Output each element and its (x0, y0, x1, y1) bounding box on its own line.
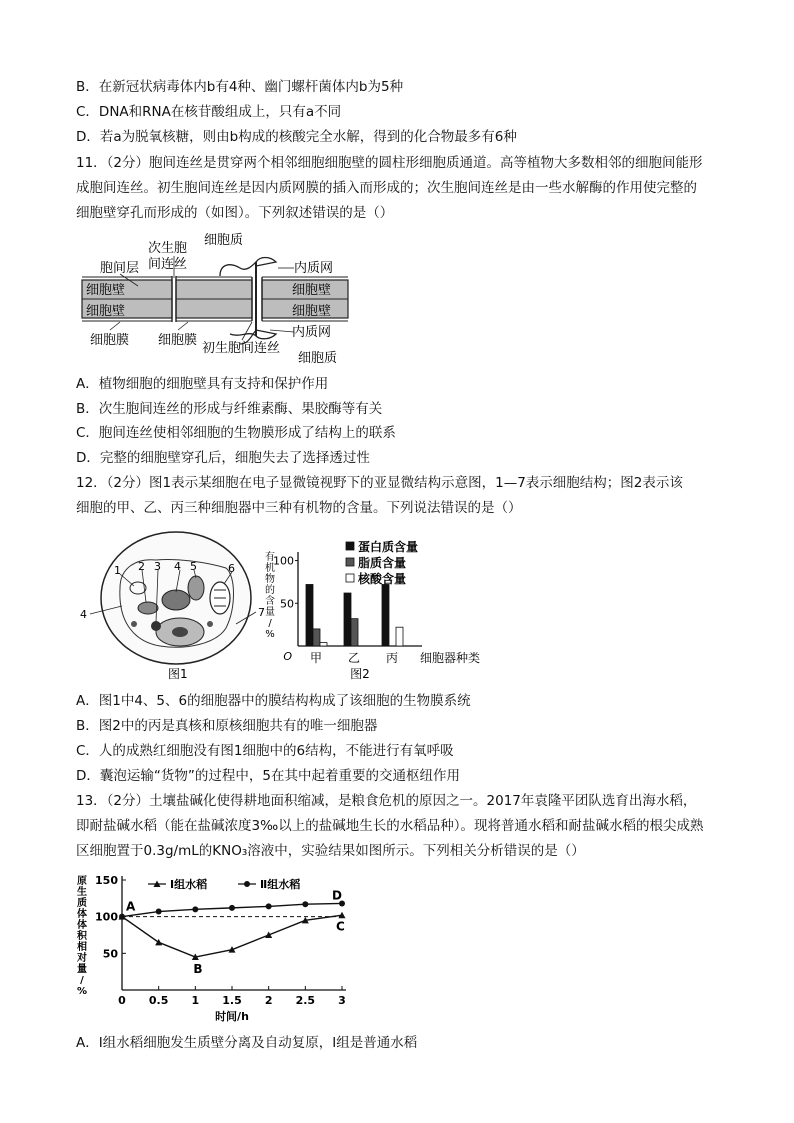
y-axis-label-char: 相 (77, 942, 87, 953)
q11-option-a: A．植物细胞的细胞壁具有支持和保护作用 (76, 376, 329, 392)
bar-0-2 (320, 643, 327, 646)
q13-option-a: A．Ⅰ组水稻细胞发生质壁分离及自动复原，Ⅰ组是普通水稻 (76, 1035, 418, 1051)
point-label-B: B (193, 962, 203, 976)
legend-label: 核酸含量 (358, 572, 407, 586)
y-tick-label: 50 (280, 597, 294, 611)
q10-option-b: B．在新冠状病毒体内b有4种、幽门螺杆菌体内b为5种 (76, 79, 404, 95)
x-tick-label: 2 (264, 994, 273, 1007)
fig1-num-4: 4 (174, 560, 181, 573)
q12-stem-line-1: 12．（2分）图1表示某细胞在电子显微镜视野下的亚显微结构示意图，1—7表示细胞结构；图2表示该 (76, 475, 683, 491)
y-axis-label-char: / (80, 975, 84, 986)
label-membrane-left: 细胞膜 (90, 333, 130, 348)
bar-1-0 (344, 593, 351, 646)
fig1-caption: 图1 (168, 667, 188, 681)
q11-stem-line-3: 细胞壁穿孔而形成的（如图）。下列叙述错误的是（） (76, 205, 394, 221)
q11-stem-line-1: 11．（2分）胞间连丝是贯穿两个相邻细胞细胞壁的圆柱形细胞质通道。高等植物大多数相邻的细胞间能形 (76, 155, 703, 171)
y-axis-label-char: 量 (265, 607, 275, 618)
y-tick-label: 100 (273, 554, 294, 568)
bar-0-1 (313, 629, 320, 646)
label-wall-right-2: 细胞壁 (292, 304, 332, 319)
x-tick-label: 0 (118, 994, 126, 1007)
label-middle-lamella: 胞间层 (100, 261, 140, 276)
q11-option-c: C．胞间连丝使相邻细胞的生物膜形成了结构上的联系 (76, 425, 396, 441)
x-tick-label: 丙 (385, 651, 399, 665)
y-axis-label-char: 量 (77, 964, 87, 975)
x-tick-label: 1.5 (222, 994, 242, 1007)
y-axis-label-char: 原 (77, 876, 87, 887)
y-axis-label-char: / (268, 618, 272, 629)
fig1-num-4-left: 4 (80, 608, 87, 621)
legend-swatch (346, 558, 354, 566)
q12-option-d: D．囊泡运输“货物”的过程中，5在其中起着重要的交通枢纽作用 (76, 768, 460, 784)
protoplast-volume-line-chart (70, 868, 370, 1028)
x-axis-label: 时间/h (215, 1010, 249, 1023)
y-axis-label-char: 的 (265, 585, 275, 596)
y-axis-label-char: 含 (265, 596, 275, 607)
point-label-A: A (126, 899, 136, 914)
fig1-num-3: 3 (154, 560, 161, 573)
q11-stem-line-2: 成胞间连丝。初生胞间连丝是因内质网膜的插入而形成的；次生胞间连丝是由一些水解酶的作用使完整的 (76, 180, 697, 196)
point-label-D: D (332, 888, 342, 903)
y-axis-label-char: 生 (77, 887, 87, 898)
q10-option-d: D．若a为脱氧核糖，则由b构成的核酸完全水解，得到的化合物最多有6种 (76, 129, 517, 145)
plasmodesmata-figure (80, 226, 370, 374)
fig1-num-1: 1 (114, 564, 121, 577)
point-1-5 (302, 901, 308, 907)
y-axis-label-char: 有 (265, 552, 275, 563)
point-1-1 (156, 909, 162, 915)
point-1-4 (266, 903, 272, 909)
q12-option-c: C．人的成熟红细胞没有图1细胞中的6结构，不能进行有氧呼吸 (76, 743, 454, 759)
bar-2-2 (396, 627, 403, 646)
x-tick-label: 0.5 (148, 994, 169, 1007)
y-axis-label-char: % (76, 986, 88, 997)
x-axis-label: 细胞器种类 (420, 651, 481, 665)
q11-option-d: D．完整的细胞壁穿孔后，细胞失去了选择透过性 (76, 450, 370, 466)
y-axis-label-char: % (265, 629, 275, 640)
y-axis-label-char: 积 (77, 931, 87, 942)
legend-swatch (346, 574, 354, 582)
q12-option-b: B．图2中的丙是真核和原核细胞共有的唯一细胞器 (76, 718, 378, 734)
y-axis-label-char: 对 (77, 953, 87, 964)
point-label-C: C (336, 919, 345, 934)
y-axis-label-char: 物 (265, 574, 275, 585)
label-secondary-1: 次生胞 (148, 241, 188, 256)
x-tick-label: 1 (191, 994, 200, 1007)
legend-swatch (346, 542, 354, 550)
y-tick-label: 50 (102, 947, 118, 961)
legend-label: Ⅰ组水稻 (170, 878, 208, 891)
organelle-bar-chart (262, 540, 492, 682)
bar-1-1 (351, 619, 358, 646)
label-primary: 初生胞间连丝 (202, 341, 281, 356)
y-axis-label-char: 体 (77, 909, 87, 920)
point-1-2 (192, 906, 198, 912)
q13-stem-line-1: 13．（2分）土壤盐碱化使得耕地面积缩减，是粮食危机的原因之一。2017年袁隆平团队选育出海水稻， (76, 793, 697, 809)
label-er-top: 内质网 (294, 261, 334, 276)
label-cytoplasm-bottom: 细胞质 (298, 351, 338, 366)
fig1-num-7: 7 (258, 606, 265, 619)
label-er-bottom: 内质网 (292, 325, 332, 340)
q12-stem-line-2: 细胞的甲、乙、丙三种细胞器中三种有机物的含量。下列说法错误的是（） (76, 500, 522, 516)
y-axis-label-char: 质 (77, 898, 87, 909)
q13-stem-line-3: 区细胞置于0.3g/mL的KNO₃溶液中，实验结果如图所示。下列相关分析错误的是（） (76, 843, 585, 859)
x-tick-label: 3 (338, 994, 346, 1007)
legend-label: 蛋白质含量 (358, 540, 419, 554)
x-tick-label: 乙 (347, 651, 361, 665)
q11-option-b: B．次生胞间连丝的形成与纤维素酶、果胶酶等有关 (76, 401, 383, 417)
label-membrane-center: 细胞膜 (158, 333, 198, 348)
y-axis-label-char: 体 (77, 920, 87, 931)
origin-label: O (283, 650, 292, 663)
bar-2-0 (382, 584, 389, 646)
point-1-0 (119, 914, 125, 920)
label-wall-right-1: 细胞壁 (292, 283, 332, 298)
label-wall-left-2: 细胞壁 (86, 304, 126, 319)
fig1-num-6: 6 (228, 562, 235, 575)
point-1-3 (229, 905, 235, 911)
legend-marker (244, 881, 250, 887)
q12-option-a: A．图1中4、5、6的细胞器中的膜结构构成了该细胞的生物膜系统 (76, 693, 471, 709)
cell-ultrastructure-figure (76, 528, 272, 684)
fig1-num-2: 2 (138, 560, 145, 573)
bar-0-0 (306, 584, 313, 646)
legend-label: Ⅱ组水稻 (260, 878, 301, 891)
label-wall-left-1: 细胞壁 (86, 283, 126, 298)
q10-option-c: C．DNA和RNA在核苷酸组成上，只有a不同 (76, 104, 342, 120)
fig1-num-5: 5 (190, 560, 197, 573)
legend-label: 脂质含量 (358, 556, 407, 570)
label-cytoplasm-top: 细胞质 (204, 233, 244, 248)
label-secondary-2: 间连丝 (148, 257, 188, 272)
q13-stem-line-2: 即耐盐碱水稻（能在盐碱浓度3‰以上的盐碱地生长的水稻品种）。现将普通水稻和耐盐碱水稻的根尖成熟 (76, 818, 704, 834)
y-tick-label: 150 (95, 874, 118, 887)
fig2-caption: 图2 (350, 667, 370, 681)
x-tick-label: 2.5 (295, 994, 316, 1007)
y-axis-label-char: 机 (265, 563, 275, 574)
x-tick-label: 甲 (309, 651, 323, 665)
y-tick-label: 100 (95, 910, 118, 924)
